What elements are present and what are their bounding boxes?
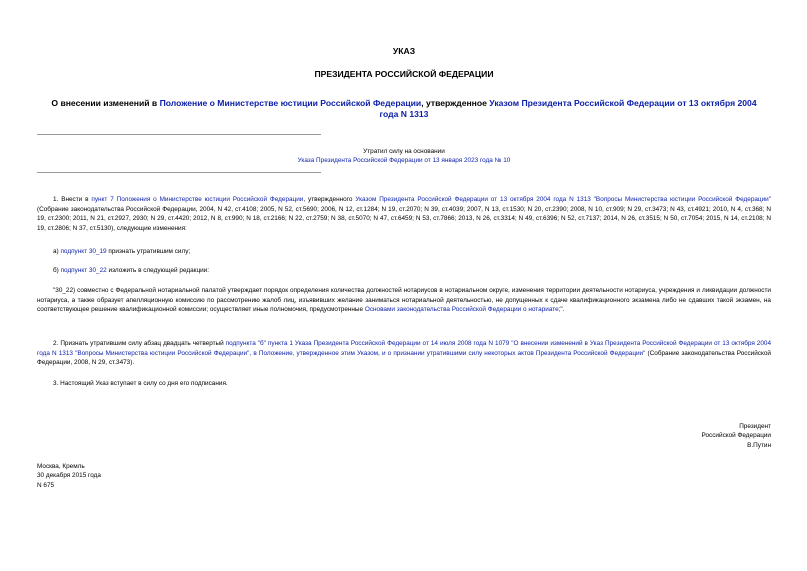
paragraph-b: [37, 266, 771, 276]
paragraph-3: 3. Настоящий Указ вступает в силу со дня его подписания.: [53, 380, 228, 387]
document-title: [47, 98, 761, 120]
divider-top: [37, 134, 321, 135]
p2-text-b: (Собрание законодательства Российской Федерации, 2008, N 29, ст.3473).: [37, 349, 771, 367]
p1-link-point7[interactable]: пункт 7 Положения о Министерстве юстиции Российской Федерации: [91, 196, 304, 203]
quote-link[interactable]: Основами законодательства Российской Федерации о нотариате: [364, 306, 559, 314]
place-date-block: [37, 462, 237, 490]
p1-text-b: , утвержденного: [303, 196, 356, 203]
place: Москва, Кремль: [37, 463, 85, 470]
paragraph-quote: [37, 286, 771, 315]
status-link[interactable]: Указа Президента Российской Федерации от 13 января 2023 года № 10: [297, 157, 511, 164]
pa-text-b: признать утратившим силу;: [106, 248, 191, 255]
signature-role: Президент: [739, 423, 771, 430]
pa-text-a: а): [53, 248, 61, 255]
pa-link[interactable]: подпункт 30_19: [60, 248, 107, 255]
date: 30 декабря 2015 года: [37, 472, 101, 480]
p1-link-decree[interactable]: Указом Президента Российской Федерации от 13 октября 2004 года N 1313 "Вопросы Министерства юстиции Российской Федерации": [355, 196, 771, 203]
quote-text-a: "30_22) совместно с Федеральной нотариальной палатой утверждает порядок определения количества должностей нотариусов в нотариальном округе, изменения территории деятельности нотариуса, учреждения и ликвидации должности нотариуса, а также образует апелляционную комиссию по рассмотрению жалоб лиц, изъявивших желание заниматься нотариальной деятельностью, не допущенных к сдаче квалификационного экзамена либо не сдавших такой экзамен, на соответствующее решение квалификационной комиссии; осуществляет иные полномочия, предусмотренные: [37, 287, 771, 314]
signature-name: В.Путин: [747, 441, 771, 449]
paragraph-2: [37, 339, 771, 368]
p2-link[interactable]: подпункта "б" пункта 1 Указа Президента Российской Федерации от 14 июля 2008 года N 1079 "О внесении изменений в Указ Президента Российской Федерации от 13 октября 2004 года N 1313 "Вопросы Министерства юстиции Российской Федерации", в Положение, утвержденное этим Указом, и о признании утратившими силу некоторых актов Президента Российской Федерации": [37, 340, 771, 357]
pb-link[interactable]: подпункт 30_22: [60, 267, 107, 274]
issuer-heading: ПРЕЗИДЕНТА РОССИЙСКОЙ ФЕДЕРАЦИИ: [314, 69, 494, 79]
p1-text-a: 1. Внести в: [53, 196, 92, 203]
p1-text-c: (Собрание законодательства Российской Федерации, 2004, N 42, ст.4108; 2005, N 52, ст.5690; 2006, N 12, ст.1284; N 19, ст.2070; N 39, ст.4039; 2007, N 13, ст.1530; N 20, ст.2390; 2008, N 10, ст.909; N 29, ст.3473; N 43, ст.4921; 2010, N 4, ст.368; N 19, ст.2300; 2011, N 21, ст.2927, 2930; N 29, ст.4420; 2012, N 8, ст.990; N 18, ст.2166; N 22, ст.2759; N 38, ст.5070; N 47, ст.6459; N 53, ст.7866; 2013, N 26, ст.3314; N 49, ст.6396; N 52, ст.7137; 2014, N 26, ст.3515; N 50, ст.7054; 2015, N 14, ст.2108; N 19, ст.2806; N 37, ст.5130), следующие изменения:: [37, 205, 771, 232]
paragraph-1: [37, 195, 771, 233]
quote-text-b: ;".: [558, 306, 565, 314]
divider-bottom: [37, 172, 321, 173]
pb-text-a: б): [53, 267, 61, 274]
pb-text-b: изложить в следующей редакции:: [106, 267, 210, 274]
title-link-regulation[interactable]: Положение о Министерстве юстиции Российской Федерации: [159, 98, 422, 108]
signature-role-2: Российской Федерации: [701, 432, 771, 440]
title-prefix: О внесении изменений в: [51, 98, 160, 108]
status-text: Утратил силу на основании: [363, 148, 445, 155]
doc-type-heading: УКАЗ: [392, 46, 416, 56]
document-number: N 675: [37, 481, 55, 489]
status-note: [37, 147, 771, 165]
signature-block: [571, 422, 771, 450]
title-link-decree[interactable]: Указом Президента Российской Федерации от 13 октября 2004 года N 1313: [379, 98, 757, 119]
title-mid: , утвержденное: [421, 98, 490, 108]
paragraph-a: [37, 247, 771, 257]
p2-text-a: 2. Признать утратившим силу абзац двадцать четвертый: [53, 340, 226, 347]
